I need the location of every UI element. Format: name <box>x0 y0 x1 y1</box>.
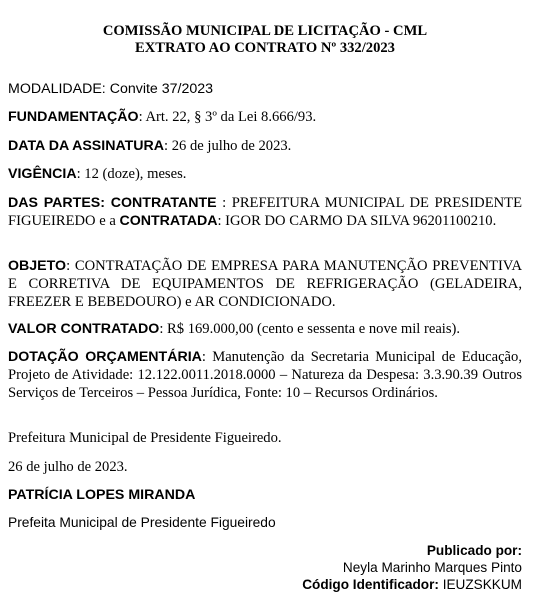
fundamentacao-value: : Art. 22, § 3º da Lei 8.666/93. <box>138 109 317 125</box>
fundamentacao-line <box>8 108 522 126</box>
publisher-name: Neyla Marinho Marques Pinto <box>342 560 522 575</box>
identifier-label: Código Identificador: <box>302 577 439 592</box>
data-assinatura-label: DATA DA ASSINATURA <box>8 138 165 154</box>
place-line: Prefeitura Municipal de Presidente Figueiredo. <box>8 430 282 446</box>
identifier-line <box>8 576 522 593</box>
vigencia-value: : 12 (doze), meses. <box>76 166 187 182</box>
date-line: 26 de julho de 2023. <box>8 459 128 475</box>
contratada-value: : IGOR DO CARMO DA SILVA 96201100210. <box>217 213 497 229</box>
objeto-value: : CONTRATAÇÃO DE EMPRESA PARA MANUTENÇÃO PREVENTIVA E CORRETIVA DE EQUIPAMENTOS DE REFRIGERAÇÃO (GELADEIRA, FREEZER E BEBEDOURO) e AR CONDICIONADO. <box>8 258 522 310</box>
contratante-value: : PREFEITURA MUNICIPAL DE PRESIDENTE FIGUEIREDO e a <box>8 195 523 229</box>
signer-role: Prefeita Municipal de Presidente Figueiredo <box>8 515 276 530</box>
partes-paragraph <box>8 194 522 230</box>
modalidade-value: Convite 37/2023 <box>105 81 214 97</box>
objeto-label: OBJETO <box>8 258 67 274</box>
dotacao-paragraph <box>8 348 522 402</box>
partes-label: DAS PARTES: CONTRATANTE <box>8 195 217 211</box>
header-commission: COMISSÃO MUNICIPAL DE LICITAÇÃO - CML <box>102 23 428 39</box>
fundamentacao-label: FUNDAMENTAÇÃO <box>8 109 139 125</box>
header-contract-extract: EXTRATO AO CONTRATO Nº 332/2023 <box>135 40 395 56</box>
signer-name: PATRÍCIA LOPES MIRANDA <box>8 487 196 503</box>
contratada-label: CONTRATADA <box>119 213 218 229</box>
vigencia-label: VIGÊNCIA <box>8 166 77 182</box>
dotacao-value: : Manutenção da Secretaria Municipal de Educação, Projeto de Atividade: 12.122.0011.2018.0000 – Natureza da Despesa: 3.3.90.39 Outros Serviços de Terceiros – Pessoa Jurídica, Fonte: 10 – Recursos Ordinários. <box>8 349 522 401</box>
published-by-label: Publicado por: <box>426 543 522 558</box>
vigencia-line <box>8 165 522 183</box>
modalidade-label: MODALIDADE: <box>8 81 106 97</box>
valor-line <box>8 320 522 338</box>
modalidade-line <box>8 80 522 98</box>
dotacao-label: DOTAÇÃO ORÇAMENTÁRIA <box>8 349 202 365</box>
identifier-code: IEUZSKKUM <box>442 577 522 592</box>
valor-label: VALOR CONTRATADO <box>8 321 160 337</box>
objeto-paragraph <box>8 257 522 311</box>
data-assinatura-value: : 26 de julho de 2023. <box>164 138 292 154</box>
valor-value: : R$ 169.000,00 (cento e sessenta e nove mil reais). <box>159 321 461 337</box>
data-assinatura-line <box>8 137 522 155</box>
